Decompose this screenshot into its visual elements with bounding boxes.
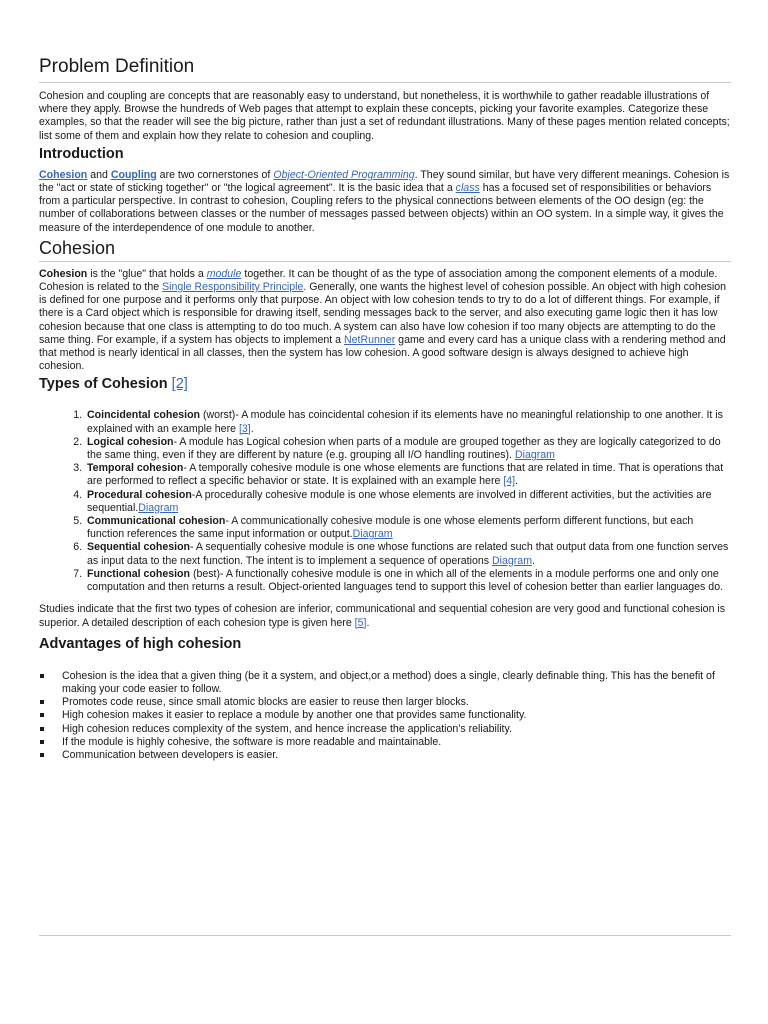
document-page (39, 52, 731, 762)
cohesion-type-item: 3. Temporal cohesion- A temporally cohesive module is one whose elements are functions that are related in time. That is operations that are performed to reflect a specific behavior or state. It is explained with an example here [4]. (85, 462, 731, 488)
summary-ref-link[interactable]: [5] (354, 616, 367, 629)
square-bullet-icon (40, 753, 44, 757)
page-title: Problem Definition (39, 52, 731, 83)
cohesion-type-name: Communicational cohesion (87, 515, 226, 528)
reference-link[interactable]: [4] (503, 475, 516, 488)
introduction-paragraph: Cohesion and Coupling are two cornerstones of Object-Oriented Programming. They sound similar, but have very different meanings. Cohesion is the "act or state of sticking together" or "the logical agreement". It is the basic idea that a class has a focused set of responsibilities or behaviors from a particular perspective. In contrast to cohesion, Coupling refers to the physical connections between elements of the OO design (eg: the number of collaborations between classes or the number of messages passed between objects) within an OO system. In a simple way, it gives the measure of the interdependence of one module to another. (39, 168, 730, 234)
cohesion-type-name: Sequential cohesion (87, 541, 191, 554)
types-ref-link[interactable]: [2] (171, 376, 188, 393)
advantages-heading: Advantages of high cohesion (39, 635, 242, 652)
module-link[interactable]: module (206, 267, 242, 280)
footer-divider (39, 935, 731, 936)
cohesion-type-item: 7. Functional cohesion (best)- A functionally cohesive module is one in which all of the elements in a module performs one and only one computation and then returns a result. Object-oriented languages tend to support this level of cohesion better than earlier languages do. (85, 568, 731, 594)
square-bullet-icon (40, 713, 44, 717)
types-summary: Studies indicate that the first two types of cohesion are inferior, communicational and sequential cohesion are very good and functional cohesion is superior. A detailed description of each cohesion type is given here [5]. (39, 603, 726, 629)
introduction-heading: Introduction (39, 145, 124, 162)
advantage-item: High cohesion makes it easier to replace a module by another one that provides same functionality. (62, 709, 731, 722)
square-bullet-icon (40, 740, 44, 744)
square-bullet-icon (40, 674, 44, 678)
square-bullet-icon (40, 727, 44, 731)
diagram-link[interactable]: Diagram (138, 501, 179, 514)
cohesion-type-item: 5. Communicational cohesion- A communicationally cohesive module is one whose elements perform different functions, but each function references the same input information or output.Diagram (85, 515, 731, 541)
diagram-link[interactable]: Diagram (352, 528, 393, 541)
diagram-link[interactable]: Diagram (514, 449, 555, 462)
coupling-link[interactable]: Coupling (110, 168, 157, 181)
srp-link[interactable]: Single Responsibility Principle (162, 281, 304, 294)
cohesion-lead: Cohesion (39, 267, 88, 280)
advantages-list (39, 670, 731, 762)
cohesion-link[interactable]: Cohesion (39, 168, 88, 181)
cohesion-type-item: 1. Coincidental cohesion (worst)- A module has coincidental cohesion if its elements have no meaningful relationship to one another. It is explained with an example here [3]. (85, 409, 731, 435)
netrunner-link[interactable]: NetRunner (344, 333, 396, 346)
square-bullet-icon (40, 700, 44, 704)
oop-link[interactable]: Object-Oriented Programming (273, 168, 415, 181)
advantage-item: High cohesion reduces complexity of the system, and hence increase the application's reliability. (62, 723, 731, 736)
cohesion-type-item: 4. Procedural cohesion-A procedurally cohesive module is one whose elements are involved in different activities, but the activities are sequential.Diagram (85, 489, 731, 515)
cohesion-heading: Cohesion (39, 237, 731, 262)
cohesion-type-item: 6. Sequential cohesion- A sequentially cohesive module is one whose functions are related such that output data from one function serves as input data to the next function. The intent is to implement a sequence of operations Diagram. (85, 541, 731, 567)
cohesion-paragraph: Cohesion is the "glue" that holds a module together. It can be thought of as the type of association among the component elements of a module. Cohesion is related to the Single Responsibility Principle. Generally, one wants the highest level of cohesion possible. An object with high cohesion is defined for one purpose and it performs only that purpose. An object with low cohesion tends to try to do a lot of different things. For example, if there is a Card object which is responsible for drawing itself, sending messages back to the server, and also executing game logic then it has low cohesion because that one class is attempting to do too much. A system can also have low cohesion if too many objects are attempting to do the same thing. For example, if a system has objects to implement a NetRunner game and every card has a unique class with a rendering method and that method is nearly identical in all classes, then the system has low cohesion. A good software design is always designed to achieve high cohesion. (39, 267, 727, 373)
cohesion-type-item: 2. Logical cohesion- A module has Logical cohesion when parts of a module are grouped together as they are logically categorized to do the same thing, even if they are different by nature (e.g. grouping all I/O handling routines). Diagram (85, 436, 731, 462)
advantage-item: Cohesion is the idea that a given thing (be it a system, and object,or a method) does a single, clearly definable thing. This has the benefit of making your code easier to follow. (62, 670, 731, 696)
cohesion-types-list (39, 409, 731, 594)
types-heading: Types of Cohesion [2] (39, 376, 188, 393)
cohesion-type-name: Procedural cohesion (87, 488, 192, 501)
cohesion-type-name: Functional cohesion (87, 567, 190, 580)
advantage-item: Promotes code reuse, since small atomic blocks are easier to reuse then larger blocks. (62, 696, 731, 709)
class-link[interactable]: class (455, 182, 480, 195)
diagram-link[interactable]: Diagram (491, 554, 533, 567)
cohesion-type-name: Temporal cohesion (87, 462, 184, 475)
problem-paragraph: Cohesion and coupling are concepts that are reasonably easy to understand, but nonetheless, it is worthwhile to gather readable illustrations of where they apply. Browse the hundreds of Web pages that attempt to explain these concepts, picking your favorite examples. Categorize these examples, so that the reader will see the big picture, rather than just a set of redundant illustrations. Many of these pages mention related concepts; list some of them and explain how they relate to cohesion and coupling. (39, 90, 730, 142)
cohesion-type-name: Logical cohesion (87, 435, 174, 448)
reference-link[interactable]: [3] (238, 422, 251, 435)
advantage-item: If the module is highly cohesive, the software is more readable and maintainable. (62, 736, 731, 749)
advantage-item: Communication between developers is easier. (62, 749, 731, 762)
cohesion-type-name: Coincidental cohesion (87, 409, 201, 422)
